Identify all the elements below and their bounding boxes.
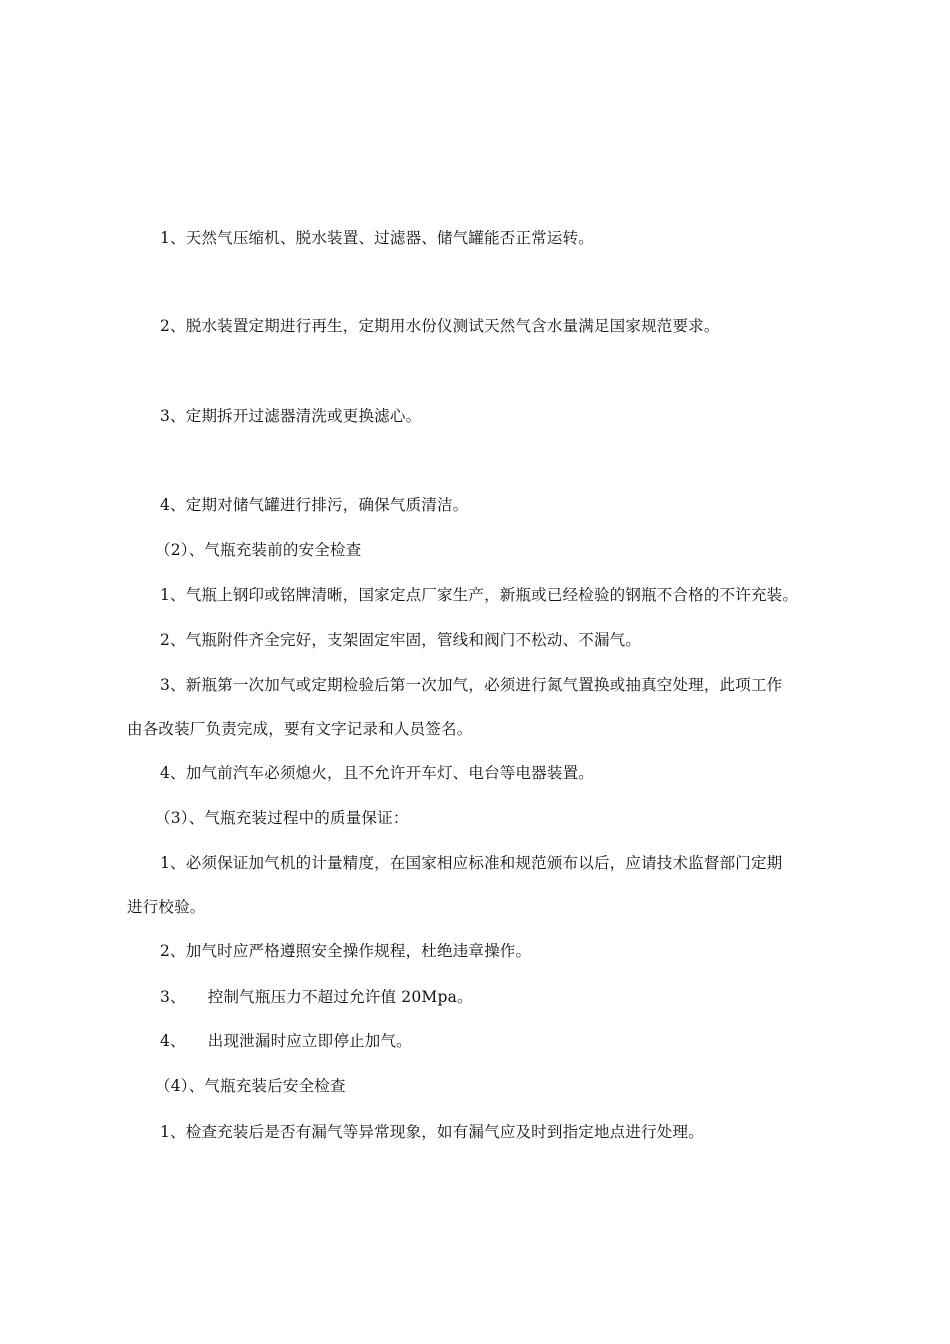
section-4-heading: （4）、气瓶充装后安全检查 bbox=[155, 1077, 346, 1095]
intro-item-1: 1、天然气压缩机、脱水装置、过滤器、储气罐能否正常运转。 bbox=[160, 229, 594, 247]
section-2-item-4: 4、加气前汽车必须熄火，且不允许开车灯、电台等电器装置。 bbox=[160, 764, 594, 782]
section-3-item-4-number: 4、 bbox=[160, 1032, 186, 1050]
section-3-item-1: 1、必须保证加气机的计量精度，在国家相应标准和规范颁布以后，应请技术监督部门定期 bbox=[160, 854, 783, 872]
section-3-heading: （3）、气瓶充装过程中的质量保证： bbox=[155, 809, 409, 827]
section-3-item-3-number: 3、 bbox=[160, 988, 186, 1006]
section-2-item-2: 2、气瓶附件齐全完好，支架固定牢固，管线和阀门不松动、不漏气。 bbox=[160, 631, 642, 649]
section-3-item-3 bbox=[0, 987, 950, 1007]
section-2-item-3: 3、新瓶第一次加气或定期检验后第一次加气，必须进行氮气置换或抽真空处理，此项工作 bbox=[160, 676, 783, 694]
section-2-heading: （2）、气瓶充装前的安全检查 bbox=[155, 541, 362, 559]
section-3-item-4-text: 出现泄漏时应立即停止加气。 bbox=[207, 1032, 412, 1050]
section-2-item-1: 1、气瓶上钢印或铭牌清晰，国家定点厂家生产，新瓶或已经检验的钢瓶不合格的不许充装。 bbox=[160, 586, 799, 604]
section-3-item-2: 2、加气时应严格遵照安全操作规程，杜绝违章操作。 bbox=[160, 942, 532, 960]
section-3-item-1-cont: 进行校验。 bbox=[127, 898, 206, 916]
section-2-item-3-cont: 由各改装厂负责完成，要有文字记录和人员签名。 bbox=[127, 720, 473, 738]
intro-item-3: 3、定期拆开过滤器清洗或更换滤心。 bbox=[160, 407, 422, 425]
section-4-item-1: 1、检查充装后是否有漏气等异常现象，如有漏气应及时到指定地点进行处理。 bbox=[160, 1123, 704, 1141]
section-3-item-3-text: 控制气瓶压力不超过允许值 20Mpa。 bbox=[207, 988, 473, 1006]
intro-item-4: 4、定期对储气罐进行排污，确保气质清洁。 bbox=[160, 496, 469, 514]
section-3-item-4 bbox=[0, 1031, 950, 1051]
intro-item-2: 2、脱水装置定期进行再生，定期用水份仪测试天然气含水量满足国家规范要求。 bbox=[160, 317, 720, 335]
